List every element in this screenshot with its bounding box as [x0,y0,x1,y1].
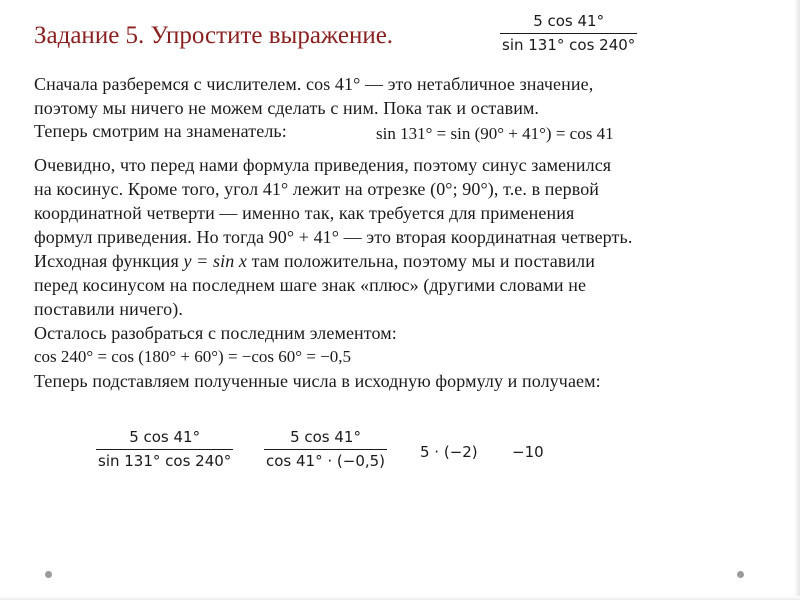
header-fraction [500,12,637,54]
fraction-bar [500,33,637,34]
sin-identity: sin 131° = sin (90° + 41°) = cos 41 [376,124,614,143]
result-answer: −10 [512,443,544,461]
result-fraction-2-denominator: cos 41° · (−0,5) [266,452,386,470]
numerator-text-line-2: поэтому мы ничего не можем сделать с ним. Пока так и оставим. [34,98,540,118]
result-fraction-1 [96,428,233,470]
last-element-intro: Осталось разобраться с последним элементом: [34,323,397,343]
slide-shadow-bottom [0,596,800,600]
result-fraction-1-denominator: sin 131° cos 240° [98,452,232,470]
result-fraction-2-bar [264,449,387,450]
denominator-intro: Теперь смотрим на знаменатель: [34,121,287,141]
explanation-line-3: координатной четверти — именно так, как требуется для применения [34,203,575,223]
explanation-line-5-prefix: Исходная функция [34,251,184,271]
fraction-denominator: sin 131° cos 240° [502,36,636,54]
cos-identity: cos 240° = cos (180° + 60°) = −cos 60° = −0,5 [34,347,352,366]
slide-shadow-right [794,0,800,600]
result-fraction-1-bar [96,449,233,450]
numerator-text-line-1: Сначала разберемся с числителем. cos 41° — это нетабличное значение, [34,74,594,94]
task-title: Задание 5. Упростите выражение. [34,22,394,49]
explanation-line-4: формул приведения. Но тогда 90° + 41° — это вторая координатная четверть. [34,227,633,247]
result-fraction-1-numerator: 5 cos 41° [129,428,201,446]
explanation-line-6: перед косинусом на последнем шаге знак «плюс» (другими словами не [34,275,587,295]
explanation-line-5-suffix: там положительна, поэтому мы и поставили [246,251,595,271]
result-step-3: 5 · (−2) [420,443,478,461]
slide-corner-dot-right [737,571,744,578]
substitute-line: Теперь подставляем полученные числа в исходную формулу и получаем: [34,371,601,391]
explanation-line-5 [34,249,595,273]
slide-corner-dot-left [45,571,52,578]
result-fraction-2 [264,428,387,470]
explanation-line-7: поставили ничего). [34,299,183,319]
explanation-line-2: на косинус. Кроме того, угол 41° лежит на отрезке (0°; 90°), т.е. в первой [34,179,600,199]
fraction-numerator: 5 cos 41° [533,12,605,30]
function-formula: y = sin x [183,251,247,271]
explanation-line-1: Очевидно, что перед нами формула приведения, поэтому синус заменился [34,155,612,175]
result-fraction-2-numerator: 5 cos 41° [290,428,361,446]
